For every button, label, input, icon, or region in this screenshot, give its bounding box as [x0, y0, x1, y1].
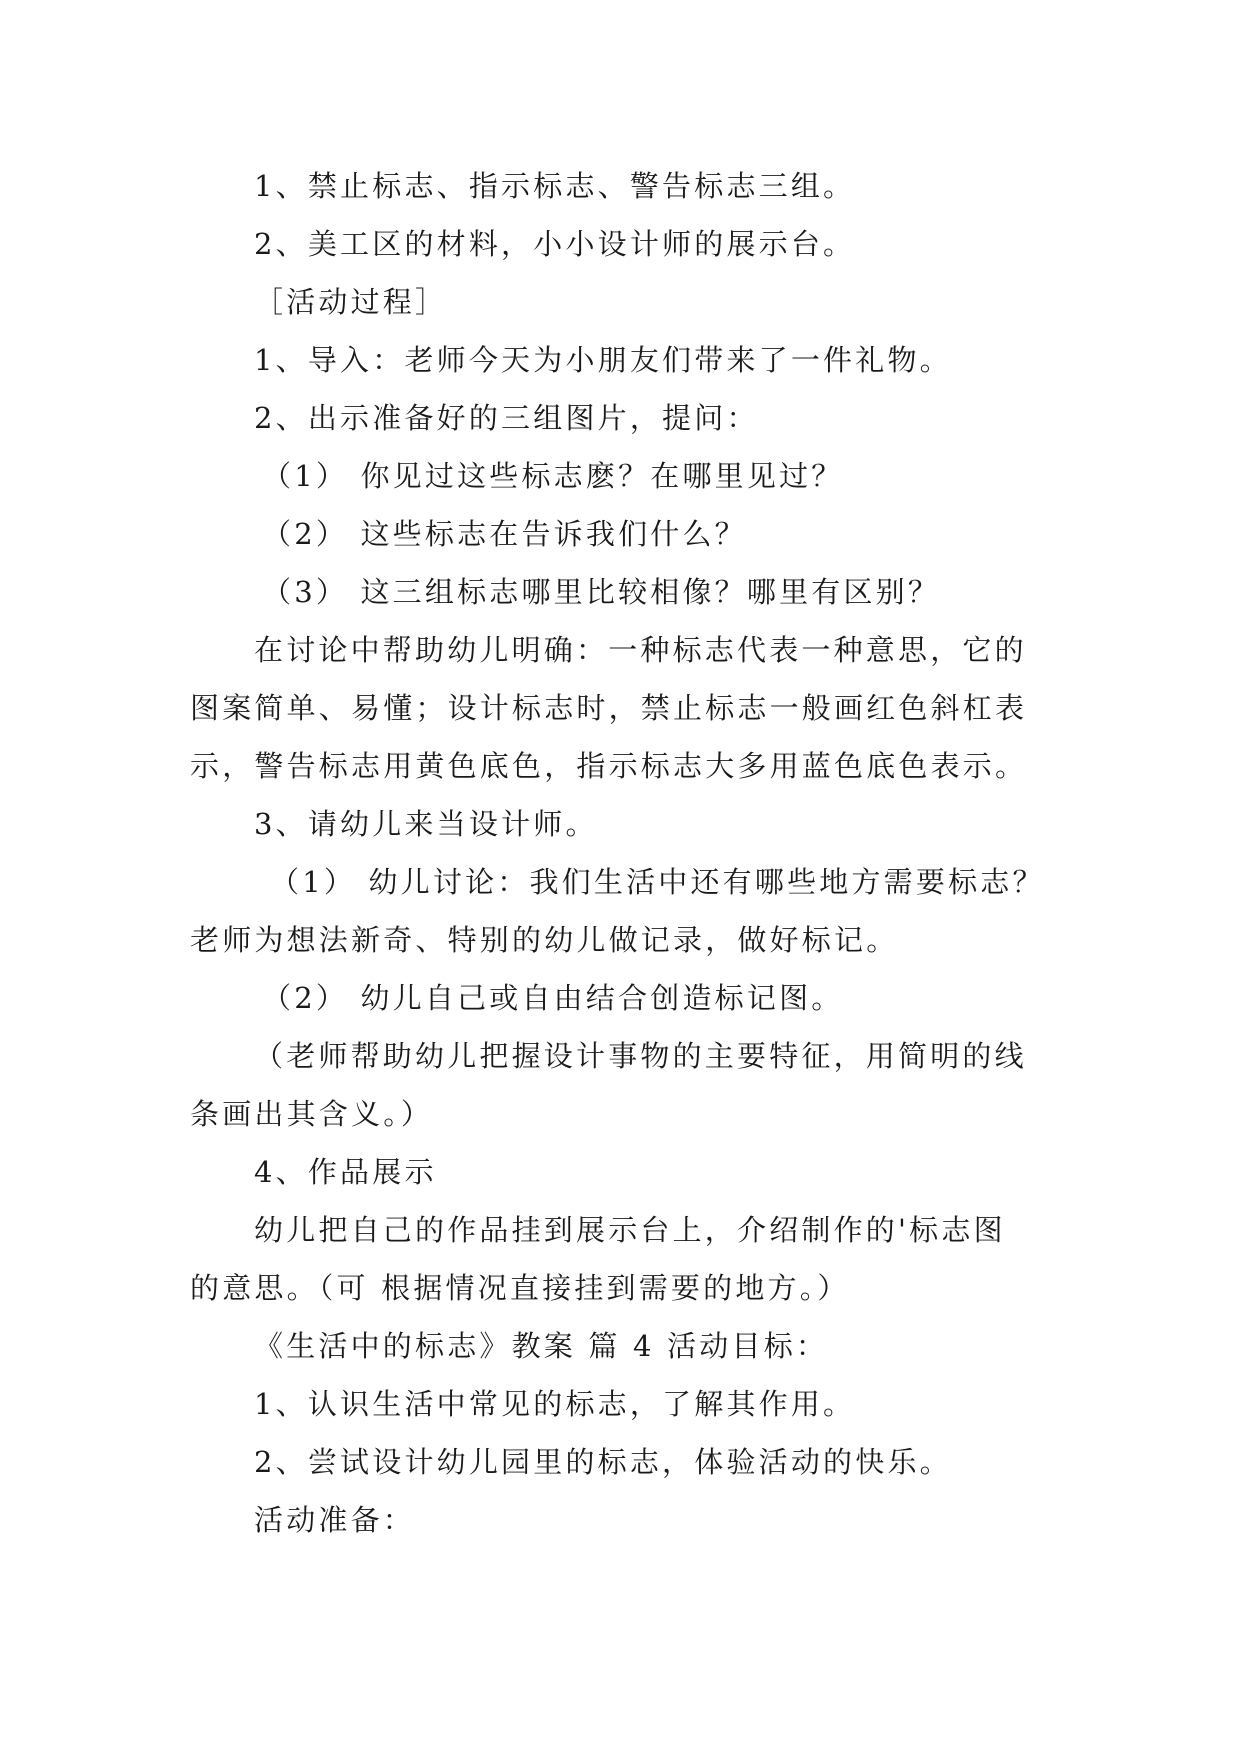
- text-line: 1、认识生活中常见的标志，了解其作用。: [254, 1387, 856, 1421]
- text-line: （2） 幼儿自己或自由结合创造标记图。: [262, 981, 844, 1015]
- text-line: 4、作品展示: [254, 1155, 437, 1189]
- text-line: 《生活中的标志》教案 篇 4 活动目标：: [254, 1329, 829, 1363]
- text-line: 幼儿把自己的作品挂到展示台上，介绍制作的'标志图: [254, 1213, 1006, 1247]
- text-line: 条画出其含义。）: [190, 1097, 434, 1131]
- text-line: 2、出示准备好的三组图片，提问：: [254, 401, 759, 435]
- text-line: 老师为想法新奇、特别的幼儿做记录，做好标记。: [190, 923, 899, 957]
- text-line: 2、尝试设计幼儿园里的标志，体验活动的快乐。: [254, 1445, 952, 1479]
- text-line: 在讨论中帮助幼儿明确：一种标志代表一种意思，它的: [254, 633, 1027, 667]
- text-line: 2、美工区的材料，小小设计师的展示台。: [254, 227, 856, 261]
- text-line: （1） 你见过这些标志麽？在哪里见过？: [262, 459, 844, 493]
- text-line: 的意思。（可 根据情况直接挂到需要的地方。）: [190, 1271, 850, 1305]
- text-line: 图案简单、易懂；设计标志时，禁止标志一般画红色斜杠表: [190, 691, 1028, 725]
- text-line: 1、禁止标志、指示标志、警告标志三组。: [254, 169, 856, 203]
- text-line: （1） 幼儿讨论：我们生活中还有哪些地方需要标志？: [270, 865, 1045, 899]
- text-line: （3） 这三组标志哪里比较相像？哪里有区别？: [262, 575, 941, 609]
- text-line: 1、导入：老师今天为小朋友们带来了一件礼物。: [254, 343, 952, 377]
- text-line: 活动准备：: [254, 1503, 416, 1537]
- text-line: （2） 这些标志在告诉我们什么？: [262, 517, 747, 551]
- text-line: （老师帮助幼儿把握设计事物的主要特征，用简明的线: [254, 1039, 1027, 1073]
- text-line: 示，警告标志用黄色底色，指示标志大多用蓝色底色表示。: [190, 749, 1028, 783]
- text-line: 3、请幼儿来当设计师。: [254, 807, 598, 841]
- section-heading: ［活动过程］: [254, 285, 448, 319]
